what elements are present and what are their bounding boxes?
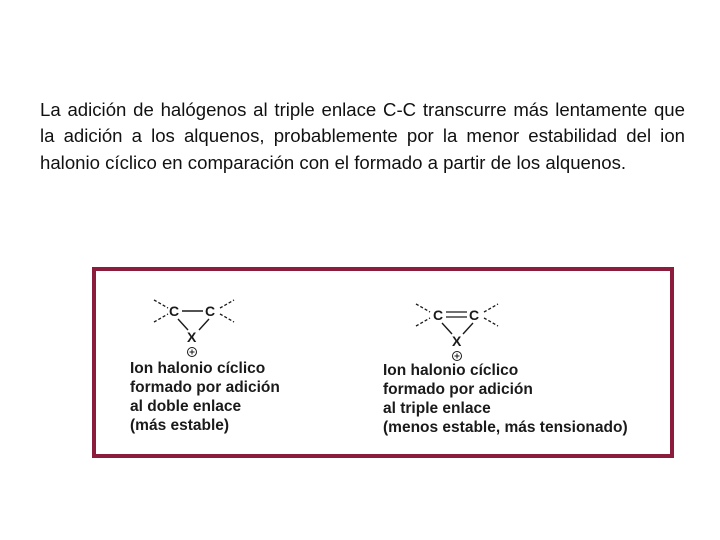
triple-bond-caption-line: Ion halonio cíclico	[383, 362, 519, 379]
triple-bond-halonium-structure	[412, 297, 512, 365]
right-carbon-1: C	[433, 307, 444, 323]
left-carbon-2: C	[205, 303, 216, 319]
triple-bond-caption-line: formado por adición	[383, 381, 533, 398]
halonium-comparison-figure	[92, 267, 674, 458]
left-halogen: X	[187, 329, 197, 345]
right-halogen: X	[452, 333, 462, 349]
double-bond-caption-line: (más estable)	[130, 417, 230, 434]
triple-bond-caption-line: al triple enlace	[383, 400, 491, 417]
triple-bond-caption-line: (menos estable, más tensionado)	[383, 419, 628, 436]
left-carbon-1: C	[169, 303, 180, 319]
right-carbon-2: C	[469, 307, 480, 323]
double-bond-caption-line: Ion halonio cíclico	[130, 360, 266, 377]
double-bond-caption-line: formado por adición	[130, 379, 280, 396]
double-bond-caption-line: al doble enlace	[130, 398, 242, 415]
double-bond-caption	[130, 359, 280, 435]
intro-paragraph: La adición de halógenos al triple enlace C-C transcurre más lentamente que la adición a los alquenos, probablemente por la menor estabilidad del ion halonio cíclico en comparación con el formado a partir de los alquenos.	[40, 98, 685, 173]
double-bond-halonium-structure	[150, 295, 246, 363]
triple-bond-caption	[383, 361, 628, 437]
